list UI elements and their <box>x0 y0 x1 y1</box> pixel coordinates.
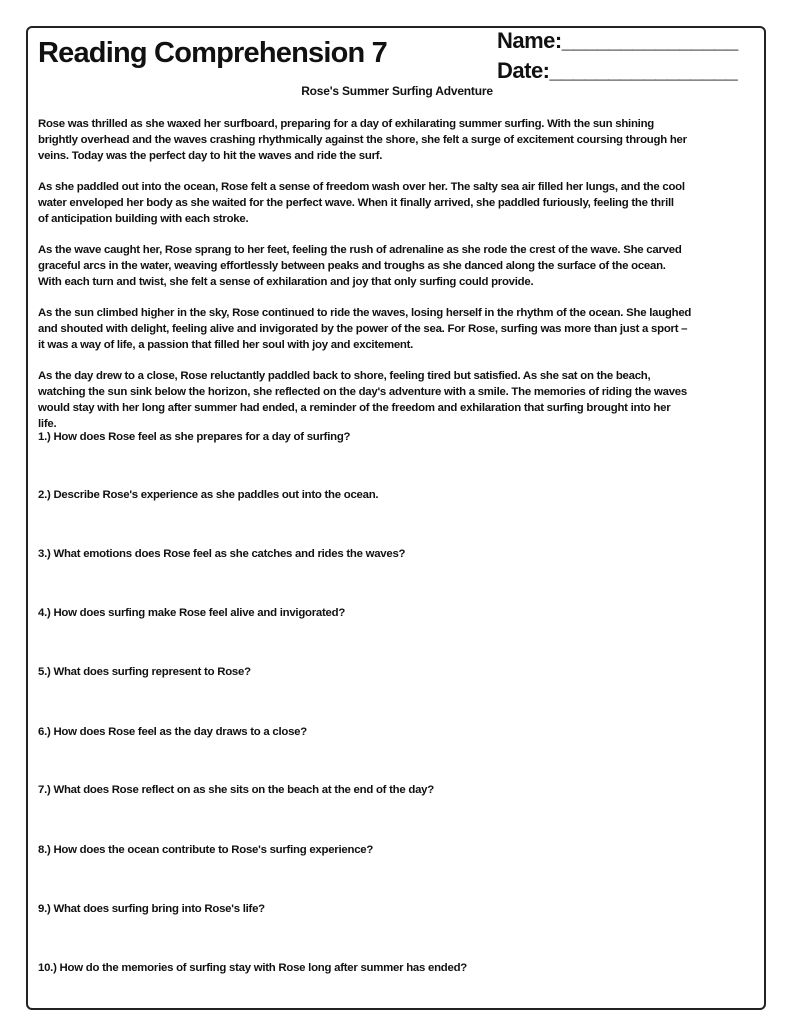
question-6: 6.) How does Rose feel as the day draws to a close? <box>38 726 307 738</box>
paragraph-line: it was a way of life, a passion that filled her soul with joy and excitement. <box>38 339 414 351</box>
paragraph-line: would stay with her long after summer had ended, a reminder of the freedom and exhilaration that surfing brought into her <box>38 402 671 414</box>
question-5: 5.) What does surfing represent to Rose? <box>38 666 251 678</box>
date-field[interactable]: Date:________________ <box>497 58 738 83</box>
story-paragraph <box>38 305 691 353</box>
paragraph-line: life. <box>38 418 57 430</box>
paragraph-line: brightly overhead and the waves crashing rhythmically against the shore, she felt a surge of excitement coursing through her <box>38 134 687 146</box>
question-1: 1.) How does Rose feel as she prepares for a day of surfing? <box>38 431 351 443</box>
question-7: 7.) What does Rose reflect on as she sits on the beach at the end of the day? <box>38 784 434 796</box>
worksheet-title: Reading Comprehension 7 <box>38 37 387 69</box>
story-paragraph <box>38 116 687 164</box>
paragraph-line: Rose was thrilled as she waxed her surfboard, preparing for a day of exhilarating summer surfing. With the sun shining <box>38 118 654 130</box>
paragraph-line: As the sun climbed higher in the sky, Rose continued to ride the waves, losing herself in the rhythm of the ocean. She laughed <box>38 307 692 319</box>
question-9: 9.) What does surfing bring into Rose's life? <box>38 903 265 915</box>
question-10: 10.) How do the memories of surfing stay with Rose long after summer has ended? <box>38 962 467 974</box>
question-3: 3.) What emotions does Rose feel as she catches and rides the waves? <box>38 548 406 560</box>
paragraph-line: water enveloped her body as she waited for the perfect wave. When it finally arrived, she paddled furiously, feeling the thrill <box>38 197 674 209</box>
story-paragraph <box>38 368 687 432</box>
paragraph-line: watching the sun sink below the horizon, she reflected on the day's adventure with a smile. The memories of riding the waves <box>38 386 687 398</box>
paragraph-line: With each turn and twist, she felt a sense of exhilaration and joy that only surfing could provide. <box>38 276 534 288</box>
paragraph-line: of anticipation building with each stroke. <box>38 213 249 225</box>
paragraph-line: As the wave caught her, Rose sprang to her feet, feeling the rush of adrenaline as she rode the crest of the wave. She carved <box>38 244 682 256</box>
paragraph-line: As she paddled out into the ocean, Rose felt a sense of freedom wash over her. The salty sea air filled her lungs, and the cool <box>38 181 685 193</box>
question-8: 8.) How does the ocean contribute to Rose's surfing experience? <box>38 844 374 856</box>
paragraph-line: veins. Today was the perfect day to hit the waves and ride the surf. <box>38 150 383 162</box>
paragraph-line: graceful arcs in the water, weaving effortlessly between peaks and troughs as she danced along the surface of the ocean. <box>38 260 666 272</box>
paragraph-line: and shouted with delight, feeling alive and invigorated by the power of the sea. For Rose, surfing was more than just a sport – <box>38 323 688 335</box>
paragraph-line: As the day drew to a close, Rose reluctantly paddled back to shore, feeling tired but satisfied. As she sat on the beach, <box>38 370 651 382</box>
story-title: Rose's Summer Surfing Adventure <box>301 84 493 98</box>
question-4: 4.) How does surfing make Rose feel alive and invigorated? <box>38 607 346 619</box>
worksheet-border <box>26 26 766 1010</box>
story-paragraph <box>38 242 682 290</box>
story-paragraph <box>38 179 685 227</box>
question-2: 2.) Describe Rose's experience as she paddles out into the ocean. <box>38 489 379 501</box>
name-field[interactable]: Name:_______________ <box>497 28 738 53</box>
